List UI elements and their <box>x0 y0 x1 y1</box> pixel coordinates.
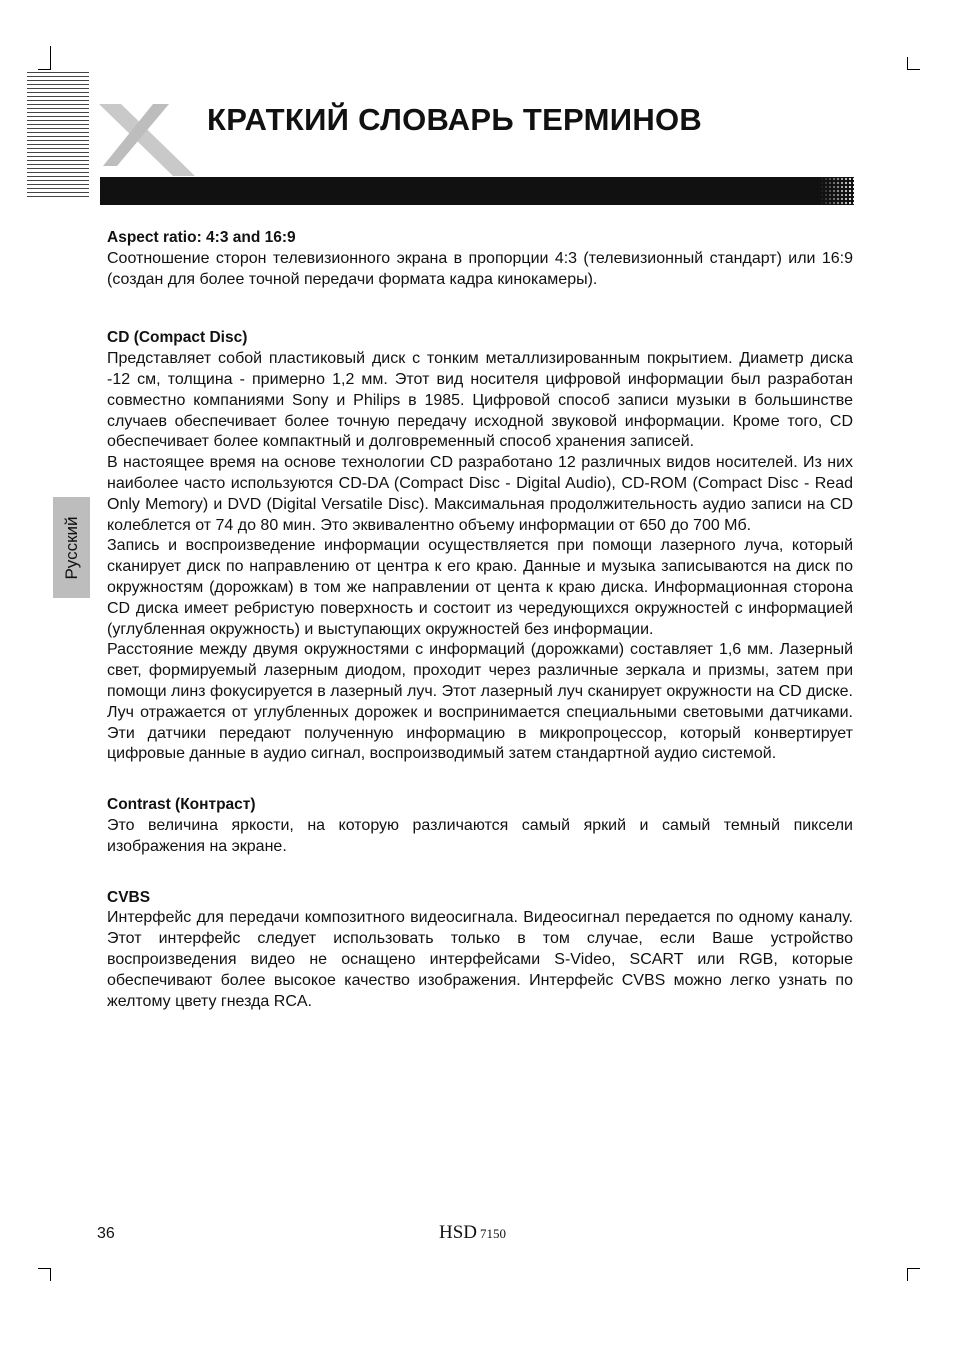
page-number: 36 <box>97 1225 115 1242</box>
entry-term: CVBS <box>107 888 151 906</box>
entry-paragraph: Запись и воспроизведение информации осуществляется при помощи лазерного луча, который сканирует диск по направлению от центра к его краю. Данные и музыка записываются на диск по окружностям (дорожкам) в том же направлении от цента к краю диска. Информационная сторона CD диска имеет ребристую поверхность и состоит из чередующихся окружностей с информацией (углубленная окружность) и выступающих окружностей без информации. <box>107 537 853 638</box>
footer-model: 7150 <box>480 1226 507 1241</box>
crop-mark-bottom-right-v <box>907 1268 908 1281</box>
footer-brand: HSD <box>439 1222 478 1243</box>
entry-term: Contrast (Контраст) <box>107 796 256 814</box>
page-title: КРАТКИЙ СЛОВАРЬ ТЕРМИНОВ <box>207 102 703 137</box>
entry-paragraph: Это величина яркости, на которую различаются самый яркий и самый темный пиксели изображения на экране. <box>107 816 853 855</box>
language-tab <box>53 497 90 598</box>
crop-mark-top-left-h <box>38 69 51 70</box>
entry-paragraph: Интерфейс для передачи композитного видеосигнала. Видеосигнал передается по одному каналу. Этот интерфейс следует использовать только в том случае, если Ваше устройство воспроизведения видео не оснащено интерфейсами S-Video, SCART или RGB, которые обеспечивают более высокое качество изображения. Интерфейс CVBS можно легко узнать по желтому цвету гнезда RCA. <box>107 909 853 1010</box>
glossary-entry-cvbs <box>107 888 853 1013</box>
entry-term: Aspect ratio: 4:3 and 16:9 <box>107 229 296 246</box>
glossary-entry-contrast <box>107 795 853 857</box>
entry-paragraph: Представляет собой пластиковый диск с тонким металлизированным покрытием. Диаметр диска -12 см, толщина - примерно 1,2 мм. Этот вид носителя цифровой информации был разработан совместно компаниями Sony и Philips в 1985. Цифровой способ записи музыки в большинстве случаев обеспечивает более точную передачу исходной звуковой информации. Кроме того, CD обеспечивает более компактный и долговременный способ хранения записей. <box>107 350 853 451</box>
glossary-content <box>107 228 853 1012</box>
language-tab-label: Русский <box>61 515 81 580</box>
entry-paragraph: Расстояние между двумя окружностями с информаций (дорожками) составляет 1,6 мм. Лазерный свет, формируемый лазерным диодом, проходит через различные зеркала и призмы, затем при помощи линз фокусируется в лазерный луч. Этот лазерный луч сканирует окружности на CD диске. Луч отражается от углубленных дорожек и воспринимается специальными световыми датчиками. Эти датчики передают полученную информацию в микропроцессор, который конвертирует цифровые данные в аудио сигнал, воспроизводимый затем стандартной аудио системой. <box>107 641 853 763</box>
entry-paragraph: В настоящее время на основе технологии CD разработано 12 различных видов носителей. Из них наиболее часто используются CD-DA (Compact Disc - Digital Audio), CD-ROM (Compact Disc - Read Only Memory) и DVD (Digital Versatile Disc). Максимальная продолжительность аудио записи на CD колеблется от 74 до 80 мин. Это эквивалентно объему информации от 650 до 700 Мб. <box>107 454 853 534</box>
entry-paragraph: Соотношение сторон телевизионного экрана в пропорции 4:3 (телевизионный стандарт) или 16:9 (создан для более точной передачи формата кадра кинокамеры). <box>107 249 853 288</box>
crop-mark-top-left <box>50 46 51 70</box>
x-brand-logo-icon <box>95 100 200 180</box>
glossary-entry-aspect-ratio <box>107 228 853 290</box>
crop-mark-bottom-left-v <box>50 1268 51 1281</box>
bar-dot-pattern <box>820 177 854 205</box>
entry-term: CD (Compact Disc) <box>107 329 248 347</box>
glossary-entry-cd <box>107 328 853 765</box>
decorative-stripes <box>27 72 89 200</box>
crop-mark-top-right-h <box>907 69 920 70</box>
footer-brand-logo <box>439 1222 506 1244</box>
title-bar <box>100 177 854 205</box>
crop-mark-bottom-right <box>907 1268 920 1269</box>
